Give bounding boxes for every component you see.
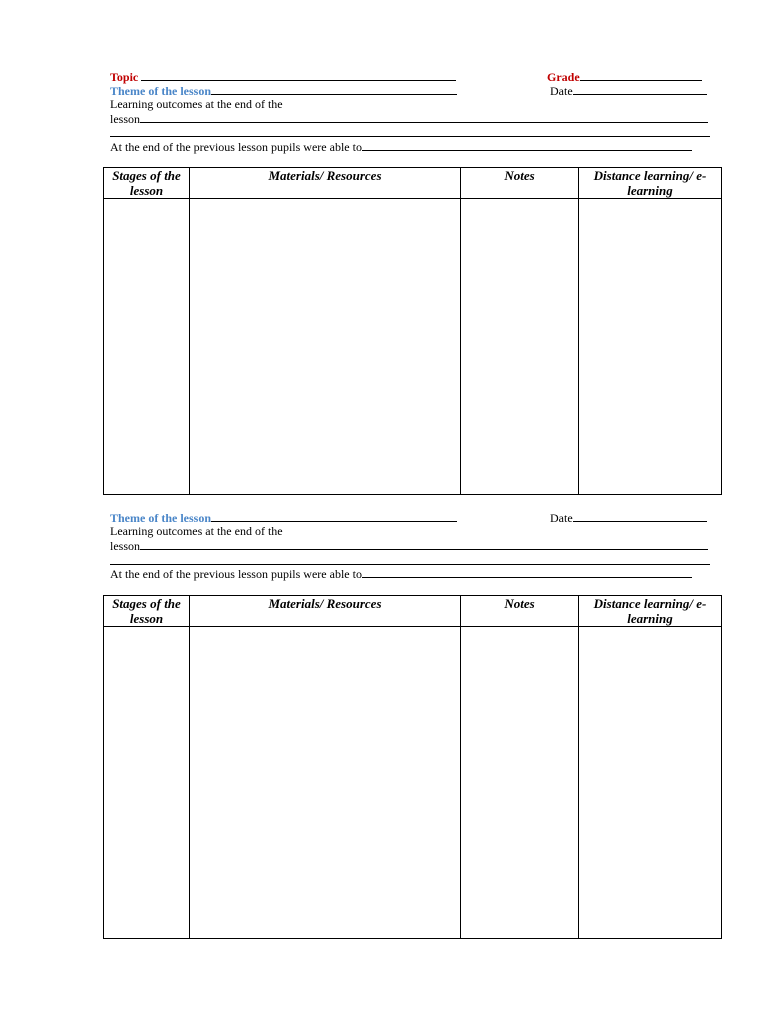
theme-row-2 [110, 510, 457, 525]
column-header-stages: Stages of the lesson [104, 596, 190, 627]
table-header-row [104, 596, 722, 627]
column-header-materials: Materials/ Resources [190, 596, 461, 627]
theme-field-2[interactable] [211, 510, 457, 522]
topic-field[interactable] [141, 69, 456, 81]
column-header-stages: Stages of the lesson [104, 168, 190, 199]
column-header-materials: Materials/ Resources [190, 168, 461, 199]
date-label-2: Date [550, 511, 573, 525]
column-header-notes: Notes [461, 168, 579, 199]
cell-stages[interactable] [104, 199, 190, 495]
theme-label-2: Theme of the lesson [110, 511, 211, 525]
cell-notes[interactable] [461, 199, 579, 495]
theme-label: Theme of the lesson [110, 84, 211, 98]
date-field[interactable] [573, 83, 707, 95]
lesson-table-1 [103, 167, 722, 495]
column-header-notes: Notes [461, 596, 579, 627]
outcomes-field[interactable] [140, 111, 708, 123]
date-field-2[interactable] [573, 510, 707, 522]
grade-label: Grade [547, 70, 580, 84]
table-row [104, 627, 722, 939]
previous-row [110, 139, 692, 154]
outcomes-label-line2: lesson [110, 112, 140, 126]
previous-label: At the end of the previous lesson pupils were able to [110, 140, 362, 154]
topic-row [110, 69, 456, 84]
outcomes-label-line2-2: lesson [110, 539, 140, 553]
cell-notes[interactable] [461, 627, 579, 939]
cell-distance-learning[interactable] [579, 627, 722, 939]
date-label: Date [550, 84, 573, 98]
outcomes-field-2[interactable] [140, 538, 708, 550]
theme-row [110, 83, 457, 98]
outcomes-row [110, 111, 708, 126]
outcomes-row-2 [110, 538, 708, 553]
column-header-distance-learning: Distance learning/ e-learning [579, 596, 722, 627]
cell-materials[interactable] [190, 199, 461, 495]
topic-label: Topic [110, 70, 139, 84]
cell-distance-learning[interactable] [579, 199, 722, 495]
outcomes-label-line1: Learning outcomes at the end of the [110, 97, 283, 111]
column-header-distance-learning: Distance learning/ e-learning [579, 168, 722, 199]
previous-field[interactable] [362, 139, 692, 151]
table-row [104, 199, 722, 495]
theme-field[interactable] [211, 83, 457, 95]
grade-field[interactable] [580, 69, 702, 81]
cell-stages[interactable] [104, 627, 190, 939]
previous-field-2[interactable] [362, 566, 692, 578]
previous-row-2 [110, 566, 692, 581]
lesson-table-2 [103, 595, 722, 939]
table-header-row [104, 168, 722, 199]
outcomes-label-line1-2: Learning outcomes at the end of the [110, 524, 283, 538]
date-row-2 [550, 510, 707, 525]
outcomes-extra-line[interactable] [110, 136, 710, 137]
previous-label-2: At the end of the previous lesson pupils were able to [110, 567, 362, 581]
date-row [550, 83, 707, 98]
outcomes-extra-line-2[interactable] [110, 564, 710, 565]
cell-materials[interactable] [190, 627, 461, 939]
grade-row [547, 69, 702, 84]
